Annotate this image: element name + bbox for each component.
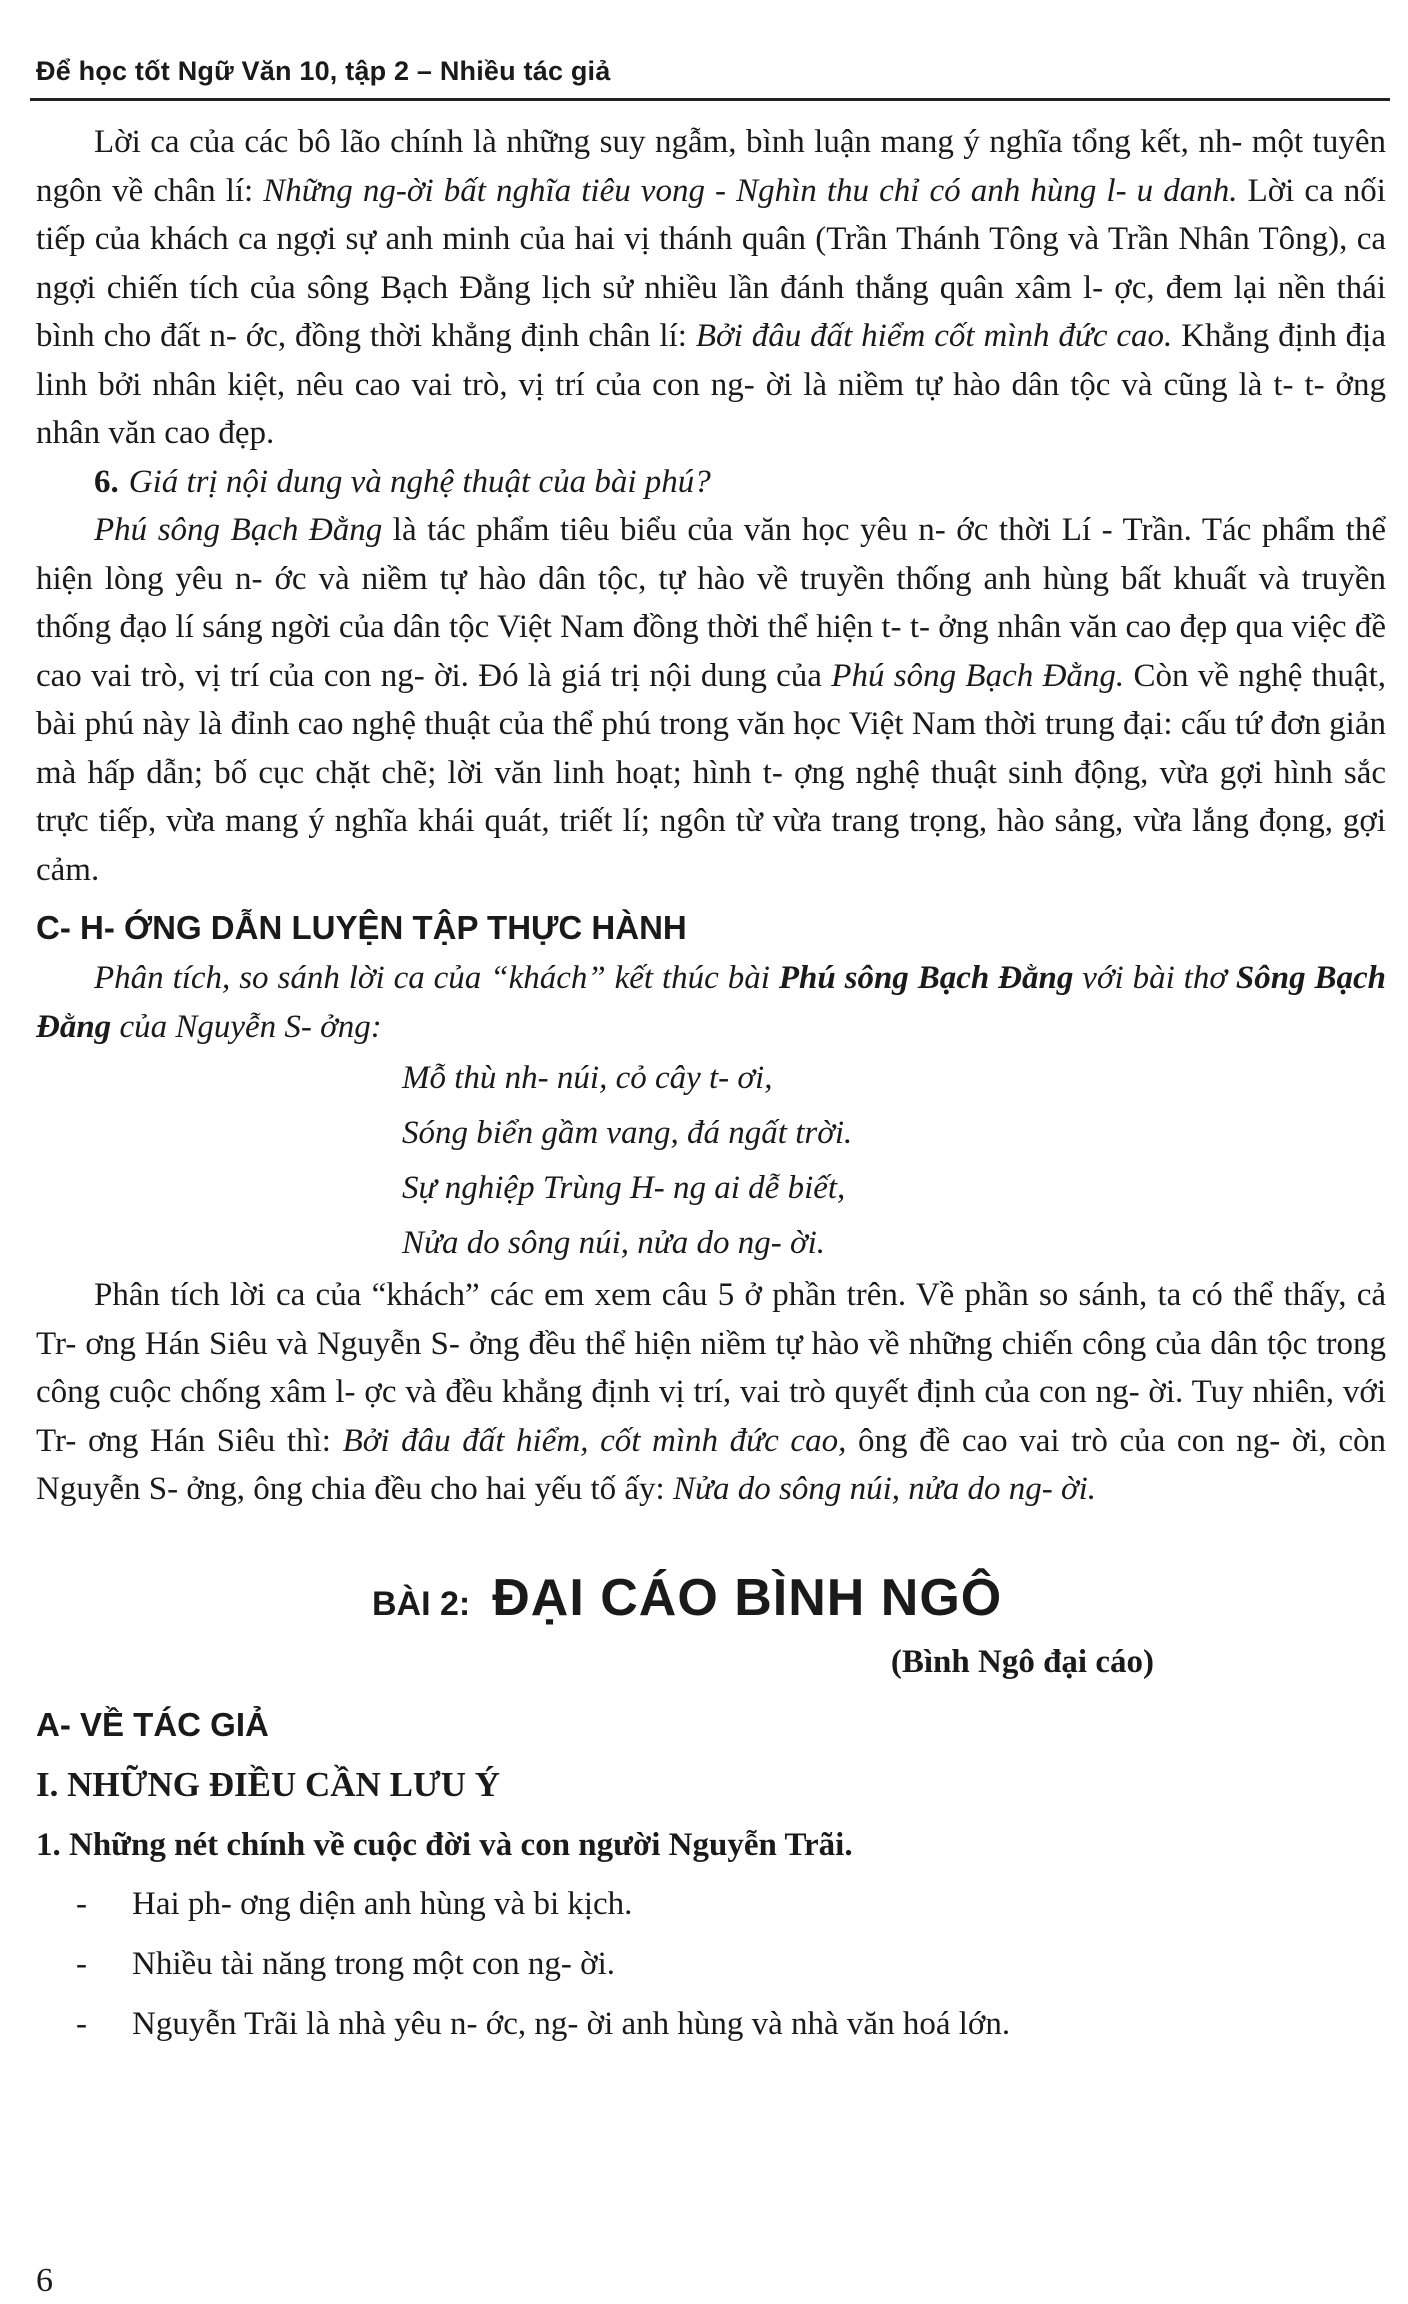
quote-italic: Nửa do sông núi, nửa do ng- ời. [672, 1471, 1097, 1507]
poem-line: Sóng biển gầm vang, đá ngất trời. [402, 1115, 853, 1151]
text-run: Khẳng định địa linh bởi nhân kiệt, nêu cao vai trò, vị trí của con ng- ời là niềm tự hào dân tộc và cũng là t- t- ởng nhân văn cao đẹp. [36, 318, 1386, 451]
list-item [36, 1994, 1386, 2054]
quote-italic: Những ng-ời bất nghĩa tiêu vong - Nghìn thu chỉ có anh hùng l- u danh. [263, 172, 1238, 209]
paragraph-bo-lao [36, 118, 1386, 458]
lesson-title: ĐẠI CÁO BÌNH NGÔ [492, 1568, 1003, 1627]
lesson-heading [36, 1568, 1386, 1634]
section-a-heading: A- VỀ TÁC GIẢ [36, 1705, 269, 1743]
question-number: 6. [94, 463, 119, 500]
quote-italic: Bởi đâu đất hiểm cốt mình đức cao. [695, 318, 1173, 354]
work-title-bold: Sông Bạch Đằng [36, 960, 1386, 1045]
poem-line: Nửa do sông núi, nửa do ng- ời. [402, 1225, 826, 1261]
page-number: 6 [36, 2262, 53, 2299]
list-item-text: Nhiều tài năng trong một con ng- ời. [132, 1945, 616, 1982]
text-run: là tác phẩm tiêu biểu của văn học yêu n- ớc thời Lí - Trần. Tác phẩm thể hiện lòng yêu n- ớc và niềm tự hào dân tộc, tự hào về truyền thống anh hùng bất khuất và truyền thống đạo lí sáng ngời của dân tộc Việt Nam đồng thời thể hiện t- t- ởng nhân văn cao đẹp qua việc đề cao vai trò, vị trí của con ng- ời. Đó là giá trị nội dung của [36, 512, 1386, 694]
list-item-text: Nguyễn Trãi là nhà yêu n- ớc, ng- ời anh hùng và nhà văn hoá lớn. [132, 2005, 1011, 2042]
bullet-list [36, 1874, 1386, 2054]
text-run: Phân tích lời ca của “khách” các em xem câu 5 ở phần trên. Về phần so sánh, ta có thể thấy, cả Tr- ơng Hán Siêu và Nguyễn S- ởng đều thể hiện niềm tự hào về những chiến công của dân tộc trong công cuộc chống xâm l- ợc và đều khẳng định vị trí, vai trò quyết định của con ng- ời. Tuy nhiên, với Tr- ơng Hán Siêu thì: [36, 1277, 1386, 1459]
text-run: Còn về nghệ thuật, bài phú này là đỉnh cao nghệ thuật của thể phú trong văn học Việt Nam thời trung đại: cấu tứ đơn giản mà hấp dẫn; bố cục chặt chẽ; lời văn linh hoạt; hình t- ợng nghệ thuật sinh động, vừa gợi hình sắc trực tiếp, vừa mang ý nghĩa khái quát, triết lí; ngôn từ vừa trang trọng, hào sảng, vừa lắng đọng, gợi cảm. [36, 657, 1386, 888]
part-i-heading: I. NHỮNG ĐIỀU CẦN LƯU Ý [36, 1764, 501, 1804]
dash: - [76, 2005, 87, 2042]
text-run: với bài thơ [1073, 960, 1236, 996]
page-content [36, 118, 1386, 2054]
question-6 [36, 458, 1386, 507]
list-item-text: Hai ph- ơng diện anh hùng và bi kịch. [132, 1885, 633, 1922]
text-run: Lời ca nối tiếp của khách ca ngợi sự anh minh của hai vị thánh quân (Trần Thánh Tông và Trần Nhân Tông), ca ngợi chiến tích của sông Bạch Đằng lịch sử nhiều lần đánh thắng quân xâm l- ợc, đem lại nền thái bình cho đất n- ớc, đồng thời khẳng định chân lí: [36, 172, 1386, 354]
question-title: Giá trị nội dung và nghệ thuật của bài phú? [128, 463, 711, 500]
work-title-italic: Phú sông Bạch Đằng. [831, 657, 1125, 694]
header-rule [30, 98, 1390, 101]
quote-italic: Bởi đâu đất hiểm, cốt mình đức cao, [342, 1422, 847, 1459]
paragraph-value [36, 506, 1386, 894]
paragraph-comparison [36, 1271, 1386, 1514]
dash: - [76, 1945, 87, 1982]
poem [36, 1051, 1386, 1271]
list-item [36, 1934, 1386, 1994]
text-run: Lời ca của các bô lão chính là những suy ngẫm, bình luận mang ý nghĩa tổng kết, nh- một tuyên ngôn về chân lí: [36, 124, 1386, 209]
text-run: ông đề cao vai trò của con ng- ời, còn Nguyễn S- ởng, ông chia đều cho hai yếu tố ấy: [36, 1422, 1386, 1507]
running-header: Để học tốt Ngữ Văn 10, tập 2 – Nhiều tác giả [36, 56, 611, 86]
poem-line: Mỗ thù nh- núi, cỏ cây t- ơi, [402, 1060, 773, 1096]
list-item [36, 1874, 1386, 1934]
section-c-heading: C- H- ỚNG DẪN LUYỆN TẬP THỰC HÀNH [36, 909, 687, 946]
exercise-prompt [36, 954, 1386, 1051]
lesson-subtitle: (Bình Ngô đại cáo) [890, 1643, 1154, 1680]
text-run: Phân tích, so sánh lời ca của “khách” kết thúc bài [94, 960, 779, 996]
item-1-heading: 1. Những nét chính về cuộc đời và con người Nguyễn Trãi. [36, 1826, 853, 1863]
poem-line: Sự nghiệp Trùng H- ng ai dễ biết, [402, 1170, 846, 1206]
work-title-italic: Phú sông Bạch Đằng [94, 512, 383, 548]
lesson-label: BÀI 2: [372, 1584, 471, 1623]
text-run: của Nguyễn S- ởng: [111, 1008, 382, 1045]
work-title-bold: Phú sông Bạch Đằng [778, 960, 1074, 996]
dash: - [76, 1885, 87, 1922]
